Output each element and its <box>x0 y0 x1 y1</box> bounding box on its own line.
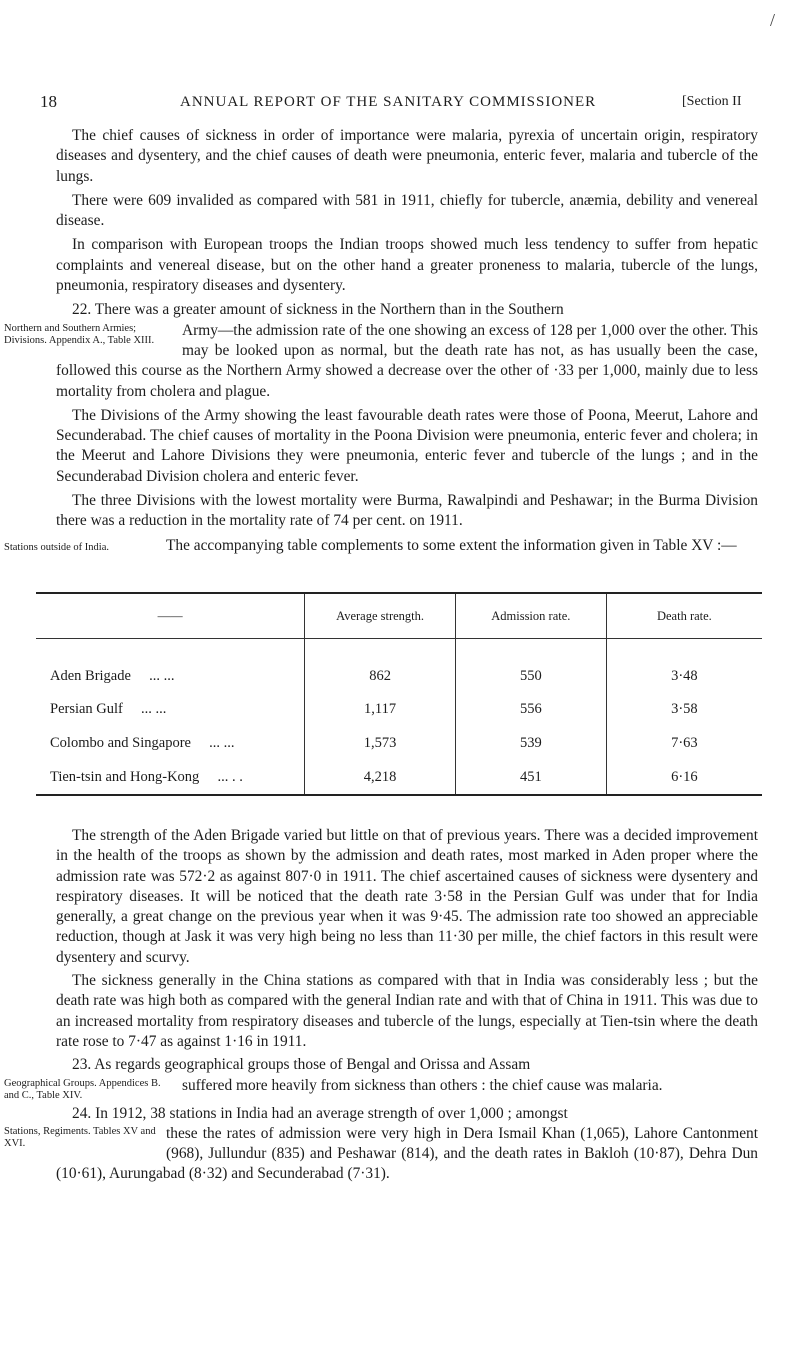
cell-strength: 4,218 <box>305 760 456 795</box>
cell-death: 3·48 <box>606 639 762 693</box>
sidenote-stations-regiments: Stations, Regiments. Tables XV and XVI. <box>4 1125 156 1149</box>
sidenote-stations-outside: Stations outside of India. <box>4 541 109 553</box>
table <box>36 592 762 796</box>
row-name: Persian Gulf <box>50 700 123 717</box>
paragraph-22-text: Army—the admission rate of the one showing an excess of 128 per 1,000 over the other. This may be looked upon as normal, but the death rate has not, as has usually been the case, followed this course as the Northern Army showed a decrease over the other of ·33 per 1,000, mainly due to less mortality from cholera and plague. <box>56 321 758 400</box>
column-header-admission: Admission rate. <box>455 593 606 639</box>
cell-death: 3·58 <box>606 692 762 726</box>
table-corner: —— <box>36 593 305 639</box>
paragraph-23 <box>4 1076 758 1101</box>
column-header-death: Death rate. <box>606 593 762 639</box>
body-text-top <box>4 126 758 560</box>
cell-admission: 550 <box>455 639 606 693</box>
cell-strength: 1,117 <box>305 692 456 726</box>
stations-intro-text: The accompanying table complements to some extent the information given in Table XV :— <box>166 536 737 554</box>
table-header-row <box>36 593 762 639</box>
paragraph-22 <box>4 321 758 402</box>
cell-admission: 451 <box>455 760 606 795</box>
stations-table <box>36 592 762 796</box>
table-row <box>36 760 762 795</box>
stations-intro <box>4 536 758 556</box>
cell-death: 6·16 <box>606 760 762 795</box>
row-dots: ... ... <box>209 734 235 751</box>
row-dots: ... . . <box>217 768 243 785</box>
section-label: [Section II <box>682 94 742 109</box>
paragraph-23-text: suffered more heavily from sickness than others : the chief cause was malaria. <box>182 1076 663 1094</box>
cell-admission: 556 <box>455 692 606 726</box>
paragraph: In comparison with European troops the Indian troops showed much less tendency to suffer from hepatic complaints and venereal disease, but on the other hand a greater proneness to malaria, tubercle of the lungs, pneumonia, respiratory diseases and dysentery. <box>56 236 758 295</box>
paragraph: The chief causes of sickness in order of importance were malaria, pyrexia of uncertain origin, respiratory diseases and dysentery, and the chief causes of death were pneumonia, enteric fever, malaria and tubercle of the lungs. <box>56 127 758 185</box>
paragraph: The three Divisions with the lowest mortality were Burma, Rawalpindi and Peshawar; in the Burma Division there was a reduction in the mortality rate of 74 per cent. on 1911. <box>56 492 758 530</box>
paragraph-22-lead: 22. There was a greater amount of sickness in the Northern than in the Southern <box>72 301 564 319</box>
paragraph: The sickness generally in the China stations as compared with that in India was considerably less ; but the death rate was high both as compared with the general Indian rate and with that of China in 1911. This was due to an increased mortality from respiratory diseases and tubercle of the lungs, especially at Tien-tsin where the death rate rose to 7·47 as against 1·16 in 1911. <box>56 972 758 1050</box>
cell-death: 7·63 <box>606 726 762 760</box>
paragraph: The strength of the Aden Brigade varied but little on that of previous years. There was a decided improvement in the health of the troops as shown by the admission and death rates, most marked in Aden proper where the admission rate was 572·2 as against 807·0 in 1911. The chief ascertained causes of sickness were dysentery and respiratory diseases. It will be noticed that the death rate 3·58 in the Persian Gulf was under that for India generally, a great change on the previous year when it was 9·45. The admission rate too showed an appreciable reduction, though at Jask it was very high being no less than 11·30 per mille, the chief factors in this result were dysentery and scurvy. <box>56 827 758 966</box>
margin-mark: / <box>770 10 776 30</box>
paragraph-23-lead: 23. As regards geographical groups those of Bengal and Orissa and Assam <box>72 1056 531 1074</box>
paragraph-24-lead: 24. In 1912, 38 stations in India had an average strength of over 1,000 ; amongst <box>72 1104 568 1122</box>
cell-admission: 539 <box>455 726 606 760</box>
paragraph: The Divisions of the Army showing the least favourable death rates were those of Poona, Meerut, Lahore and Secunderabad. The chief causes of mortality in the Poona Division were pneumonia, enteric fever and cholera; in the Meerut and Lahore Divisions they were pneumonia, enteric fever and tubercle of the lungs ; and in the Secunderabad Division cholera and enteric fever. <box>56 406 758 485</box>
running-head: ANNUAL REPORT OF THE SANITARY COMMISSIONER <box>180 94 597 110</box>
cell-strength: 862 <box>305 639 456 693</box>
row-name: Colombo and Singapore <box>50 734 191 751</box>
table-row <box>36 726 762 760</box>
page-number: 18 <box>40 92 57 111</box>
sidenote-northern-southern: Northern and Southern Armies; Divisions. Appendix A., Table XIII. <box>4 322 155 346</box>
row-name: Aden Brigade <box>50 667 131 684</box>
sidenote-geographical-groups: Geographical Groups. Appendices B. and C., Table XIV. <box>4 1077 161 1101</box>
table-row <box>36 692 762 726</box>
paragraph: There were 609 invalided as compared with 581 in 1911, chiefly for tubercle, anæmia, debility and venereal disease. <box>56 191 758 230</box>
body-text-bottom <box>4 826 758 1188</box>
row-dots: ... ... <box>141 700 167 717</box>
cell-strength: 1,573 <box>305 726 456 760</box>
row-dots: ... ... <box>149 667 175 684</box>
row-name: Tien-tsin and Hong-Kong <box>50 768 200 785</box>
column-header-strength: Average strength. <box>305 593 456 639</box>
table-row <box>36 639 762 693</box>
paragraph-24 <box>4 1124 758 1185</box>
paragraph-24-text: these the rates of admission were very high in Dera Ismail Khan (1,065), Lahore Cantonment (968), Jullundur (835) and Peshawar (814), and the death rates in Bakloh (10·87), Dehra Dun (10·61), Aurungabad (8·32) and Secunderabad (7·31). <box>56 1124 758 1183</box>
